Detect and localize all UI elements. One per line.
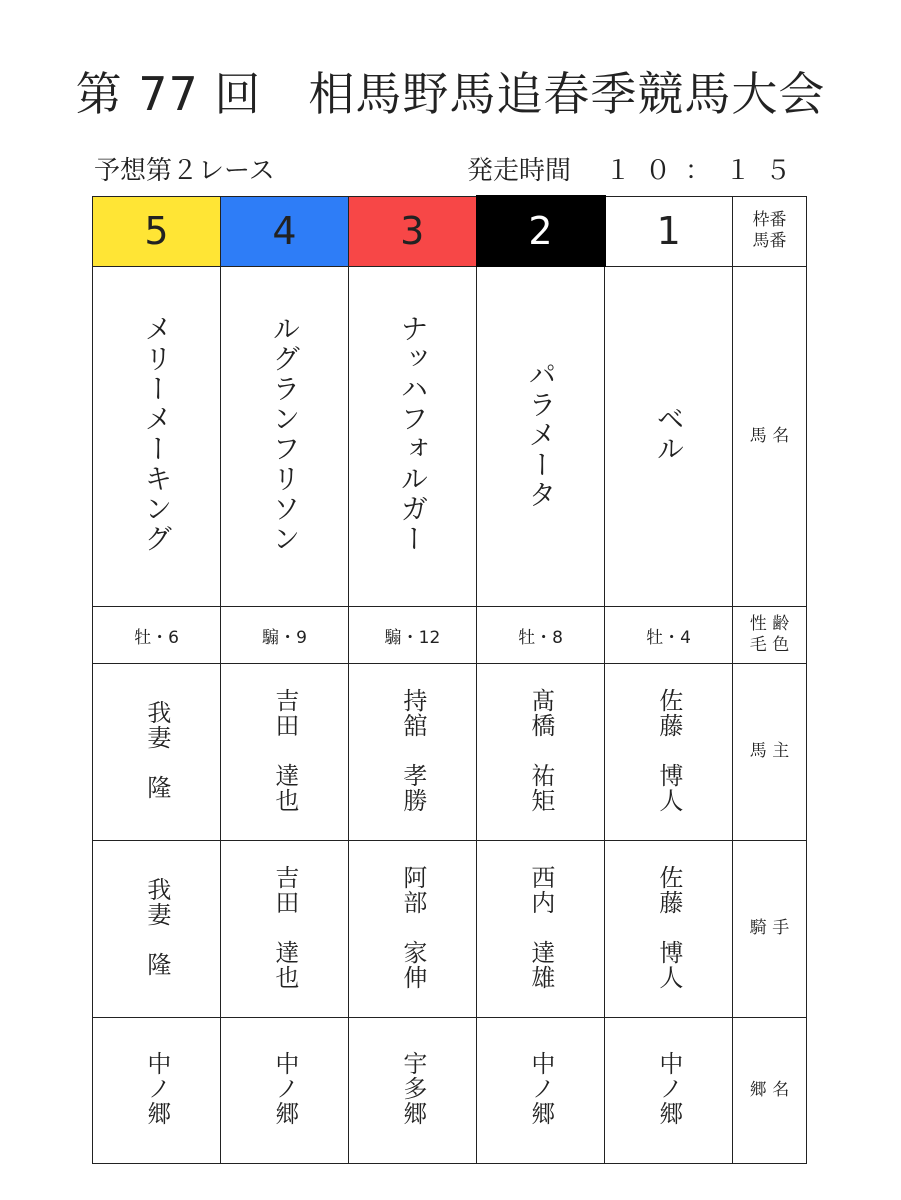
horse-name: ベル	[652, 404, 686, 465]
hometown: 中ノ郷	[654, 1051, 683, 1126]
jockey-cell	[93, 841, 221, 1018]
sex-age-cell	[349, 607, 477, 664]
number-row	[93, 196, 807, 266]
header-coat-label: 毛 色	[749, 635, 790, 655]
jockey-name: 吉田 達也	[270, 864, 299, 990]
sex-age: 牡・6	[134, 627, 179, 648]
header-frame-label: 枠番	[752, 209, 787, 230]
header-name	[733, 266, 807, 607]
header-horse-number-label: 馬番	[752, 231, 787, 251]
owner-row	[93, 664, 807, 841]
owner-name: 持舘 孝勝	[398, 687, 427, 813]
jockey-name: 西内 達雄	[526, 864, 555, 990]
sex-age-row	[93, 607, 807, 664]
page-title: 第 77 回 相馬野馬追春季競馬大会	[75, 67, 826, 121]
header-number	[733, 196, 807, 266]
header-owner	[733, 664, 807, 841]
hometown: 中ノ郷	[270, 1051, 299, 1126]
sex-age-cell	[605, 607, 733, 664]
jockey-name: 我妻 隆	[142, 877, 171, 977]
sex-age-cell	[221, 607, 349, 664]
jockey-name: 佐藤 博人	[654, 864, 683, 990]
header-sex-age-label: 性 齢	[749, 613, 790, 634]
sex-age: 騸・9	[262, 627, 307, 648]
horse-number: 2	[528, 209, 553, 253]
race-label: 予想第２レース	[94, 156, 275, 186]
owner-name: 吉田 達也	[270, 687, 299, 813]
hometown-cell	[349, 1018, 477, 1164]
sex-age-cell	[477, 607, 605, 664]
owner-cell	[349, 664, 477, 841]
horse-number: 3	[400, 209, 425, 253]
owner-name: 佐藤 博人	[654, 687, 683, 813]
header-jockey-label: 騎 手	[749, 918, 790, 939]
jockey-cell	[477, 841, 605, 1018]
hometown-cell	[93, 1018, 221, 1164]
header-hometown-label: 郷 名	[749, 1079, 790, 1100]
start-time-line	[467, 150, 805, 187]
jockey-name: 阿部 家伸	[398, 864, 427, 990]
sex-age: 牡・8	[518, 627, 563, 648]
horse-name: ルグランフリソン	[268, 314, 302, 555]
frame-number-cell	[349, 196, 477, 266]
frame-number-cell	[221, 196, 349, 266]
hometown: 宇多郷	[398, 1051, 427, 1126]
horse-name-cell	[221, 266, 349, 607]
header-jockey	[733, 841, 807, 1018]
owner-cell	[477, 664, 605, 841]
frame-number-cell	[93, 196, 221, 266]
header-name-label: 馬 名	[749, 425, 790, 446]
horse-name-cell	[349, 266, 477, 607]
horse-number: 4	[272, 209, 297, 253]
sex-age: 牡・4	[646, 627, 691, 648]
jockey-row	[93, 841, 807, 1018]
frame-number-cell	[605, 196, 733, 266]
jockey-cell	[221, 841, 349, 1018]
frame-number-cell	[477, 196, 605, 266]
horse-name-cell	[477, 266, 605, 607]
sex-age: 騸・12	[384, 627, 441, 648]
jockey-cell	[349, 841, 477, 1018]
header-sex-age	[733, 607, 807, 664]
owner-name: 髙橋 祐矩	[526, 687, 555, 813]
owner-name: 我妻 隆	[142, 700, 171, 800]
horse-name: パラメータ	[524, 359, 558, 510]
hometown-row	[93, 1018, 807, 1164]
owner-cell	[93, 664, 221, 841]
jockey-cell	[605, 841, 733, 1018]
horse-name: メリーメーキング	[140, 314, 174, 555]
horse-name-cell	[93, 266, 221, 607]
header-hometown	[733, 1018, 807, 1164]
owner-cell	[221, 664, 349, 841]
hometown: 中ノ郷	[526, 1051, 555, 1126]
horse-number: 1	[656, 209, 681, 253]
hometown: 中ノ郷	[142, 1051, 171, 1126]
hometown-cell	[477, 1018, 605, 1164]
name-row	[93, 266, 807, 607]
hometown-cell	[605, 1018, 733, 1164]
entry-table	[92, 195, 807, 1164]
hometown-cell	[221, 1018, 349, 1164]
horse-number: 5	[144, 209, 169, 253]
owner-cell	[605, 664, 733, 841]
header-owner-label: 馬 主	[749, 741, 790, 762]
sex-age-cell	[93, 607, 221, 664]
horse-name: ナッハフォルガー	[396, 314, 430, 555]
start-time: １０：１５	[604, 156, 805, 186]
start-time-label: 発走時間	[466, 156, 571, 186]
horse-name-cell	[605, 266, 733, 607]
